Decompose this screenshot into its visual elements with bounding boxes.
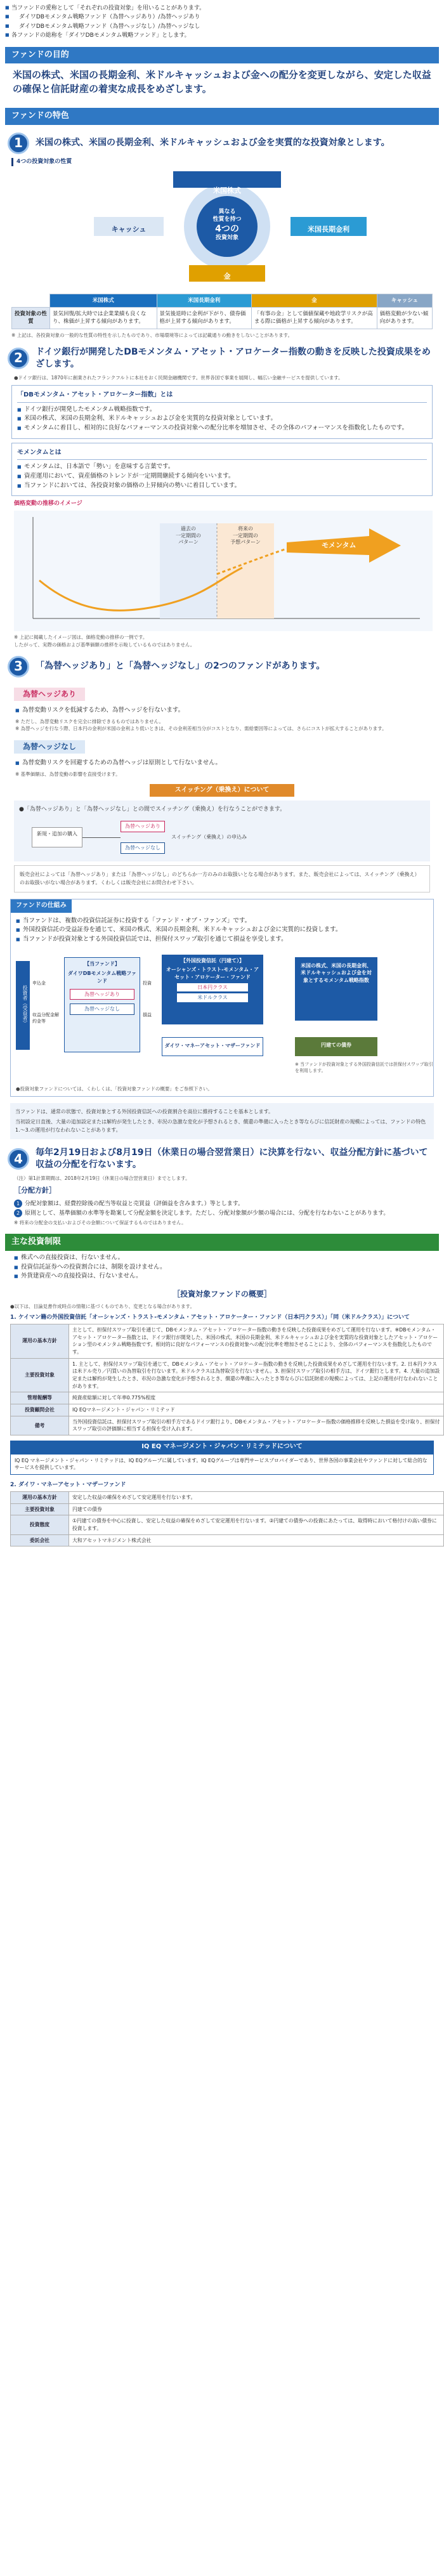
switch-bar: スイッチング（乗換え）について xyxy=(150,784,295,797)
overview-lead: ●以下は、目論見書作成時点の情報に基づくものであり、変更となる場合があります。 xyxy=(10,1303,195,1309)
momentum-box-title: モメンタムとは xyxy=(17,448,427,461)
overview-title: ［投資対象ファンドの概要］ xyxy=(173,1290,271,1299)
policy-item: 分配対象額は、経費控除後の配当等収益と売買益（評価益を含みます。）等とします。 xyxy=(25,1201,244,1208)
feature-1-header xyxy=(8,133,436,154)
outer-name: オーシャンズ・トラスト‐モメンタム・アセット・アロケーター・ファンド xyxy=(166,967,259,980)
policy-title: ［分配方針］ xyxy=(14,1186,56,1195)
cell-text: 景気後退時に金利が下がり、債券価格が上昇する傾向があります。 xyxy=(157,308,251,329)
asset-diagram-box xyxy=(11,158,433,339)
fund2-label: 投資態度 xyxy=(11,1515,69,1534)
lbl-invest: 投資 xyxy=(143,980,152,986)
feature-number: 2 xyxy=(8,348,29,369)
index-item: ■ ドイツ銀行が開発したモメンタム戦略指数です。 xyxy=(17,405,427,415)
fund1-title: 1. ケイマン籍の外国投資信託「オーシャンズ・トラスト‐モメンタム・アセット・アロケーター・ファンド（日本円クラス）」「同（米ドルクラス）」について xyxy=(10,1314,410,1321)
features-bar: ファンドの特色 xyxy=(5,108,439,125)
mother-fund-box: ダイワ・マネーアセット・マザーファンド xyxy=(162,1037,263,1056)
outer-title: 【外国投資信託（円建て）】 xyxy=(181,957,244,964)
top-note: ■ 各ファンドの総称を「ダイワDBモメンタム戦略ファンド」とします。 xyxy=(5,31,439,40)
switch-new: 新規・追加の購入 xyxy=(32,827,82,847)
future-label: 将来の 一定期間の 予想パターン xyxy=(230,526,261,546)
index-box xyxy=(11,385,433,439)
outer-fund-box xyxy=(162,955,263,1024)
policy-list: 1 分配対象額は、経費控除後の配当等収益と売買益（評価益を含みます。）等とします。 2 原則として、基準価額の水準等を勘案して分配金額を決定します。ただし、分配対象額が少額の場合には、分配を行なわないことがあります。 xyxy=(14,1200,430,1218)
switch-b: 為替ヘッジなし xyxy=(121,842,165,854)
feature-title: 「為替ヘッジあり」と「為替ヘッジなし」の2つのファンドがあります。 xyxy=(36,661,325,672)
fund1-label: 主要投資対象 xyxy=(11,1358,69,1392)
fund1-value: 1. 主として、担保付スワップ取引を通じて、DBモメンタム・アセット・アロケーター指数の動きを反映した投資成果をめざして運用を行ないます。2. 日本円クラスは米ドル売り／円買いの為替取引を行ないます。米ドルクラスは為替取引を行ないません。3. 担保付スワップ取引の相手方は、ドイツ銀行とします。4. 大量の追加設定または解約が発生したとき、市況の急激な変化が予想されるとき、償還の準備に入ったとき等ならびに信託財産の規模によっては、上記の運用が行なわれないことがあります。 xyxy=(69,1358,444,1392)
momentum-box xyxy=(11,443,433,497)
momentum-item: ■ 当ファンドにおいては、各投資対象の価格の上昇傾向の勢いに着目しています。 xyxy=(17,481,427,491)
notes-item: 当ファンドは、通常の状態で、投資対象とする外国投資信託への投資割合を高位に維持することを基本とします。 xyxy=(15,1109,274,1115)
scheme-item: ■ 当ファンドは、複数の投資信託証券に投資する「ファンド・オブ・ファンズ」です。 xyxy=(16,917,428,926)
scheme-footer-note: ●投資対象ファンドについては、くわしくは、「投資対象ファンドの概要」をご参照下さい。 xyxy=(16,1085,212,1092)
scheme-item: ■ 当ファンドが投資対象とする外国投資信託では、担保付スワップ取引を通じて損益を享受します。 xyxy=(16,935,428,945)
fund1-label: 運用の基本方針 xyxy=(11,1324,69,1358)
center-line: 異なる xyxy=(218,208,236,215)
row-label: 投資対象の性質 xyxy=(12,308,50,329)
fund2-label: 運用の基本方針 xyxy=(11,1492,69,1504)
switch-box xyxy=(14,801,430,861)
momentum-chart-box xyxy=(14,500,430,648)
lbl-apply: 申込金 xyxy=(32,980,46,986)
cell-text: 価格変動が少ない傾向があります。 xyxy=(377,308,432,329)
hedge-yes: 為替ヘッジあり xyxy=(70,989,134,1000)
chart-title: 価格変動の推移のイメージ xyxy=(14,500,82,507)
fund2-title: 2. ダイワ・マネーアセット・マザーファンド xyxy=(10,1482,126,1488)
cell-text: 「有事の金」として価値保蔵や地政学リスクが高まる際に価格が上昇する傾向があります。 xyxy=(251,308,377,329)
top-note: ■ ダイワDBモメンタム戦略ファンド（為替ヘッジあり）/為替ヘッジあり xyxy=(5,13,439,22)
fund1-value: 当外国投資信託は、担保付スワップ取引の相手方であるドイツ銀行より、DBモメンタム・アセット・アロケーター指数の価格推移を反映した損益を受け取り、担保付スワップ取引の評価額に相当する担保を受け入れます。 xyxy=(69,1416,444,1435)
notes-block xyxy=(10,1103,434,1139)
purpose-text: 米国の株式、米国の長期金利、米ドルキャッシュおよび金への配分を変更しながら、安定した収益の確保と信託財産の着実な成長をめざします。 xyxy=(13,69,431,95)
nohedge-note: ※ 基準価額は、為替変動の影響を直接受けます。 xyxy=(15,771,121,777)
col-header: 金 xyxy=(251,294,377,307)
cell-text: 景気回復/拡大時では企業業績も良くなり、株価が上昇する傾向があります。 xyxy=(50,308,157,329)
feature-number: 1 xyxy=(8,133,29,154)
col-header: 米国長期金利 xyxy=(157,294,251,307)
feature-title: 米国の株式、米国の長期金利、米ドルキャッシュおよび金を実質的な投資対象とします。 xyxy=(36,138,390,148)
feature1-note: ※ 上記は、各投資対象の一般的な性質の特性を示したものであり、市場環境等によっては記載通りの動きをしないことがあります。 xyxy=(11,332,293,338)
index-target-box: 米国の株式、米国の長期金利、米ドルキャッシュおよび金を対象とするモメンタム戦略指数 xyxy=(295,957,377,1021)
feature-title: ドイツ銀行が開発したDBモメンタム・アセット・アロケーター指数の動きを反映した投資成果をめざします。 xyxy=(36,347,431,369)
bonds-box: 円建ての債券 xyxy=(295,1037,377,1056)
fund2-value: 安定した収益の確保をめざして安定運用を行ないます。 xyxy=(69,1492,444,1504)
label-top: 米国株式 xyxy=(213,186,241,195)
top-notes xyxy=(5,4,439,41)
center-line: 性質を持つ xyxy=(212,216,242,223)
label-bottom: 金 xyxy=(223,271,231,280)
past-label: 過去の 一定期間の パターン xyxy=(176,526,201,546)
restriction-item: ■ 株式への直接投資は、行ないません。 xyxy=(14,1253,430,1263)
momentum-item: ■ モメンタムは、日本語で「勢い」を意味する言葉です。 xyxy=(17,462,427,472)
policy-note: ※ 将来の分配金の支払いおよびその金額について保証するものではありません。 xyxy=(14,1219,186,1226)
index-box-title: 「DBモメンタム・アセット・アロケーター指数」とは xyxy=(17,391,427,403)
scheme-title: ファンドの仕組み xyxy=(11,899,72,913)
restrictions-bar: 主な投資制限 xyxy=(5,1234,439,1251)
momentum-item: ■ 資産運用において、資産価格のトレンドが一定期間継続する傾向をいいます。 xyxy=(17,472,427,481)
center-label xyxy=(202,209,252,242)
lbl-profit: 損益 xyxy=(143,1012,152,1017)
fund2-table xyxy=(10,1491,444,1546)
class-usd: 米ドルクラス xyxy=(177,993,248,1002)
feature2-footnote: ●ドイツ銀行は、1870年に創業されたフランクフルトに本社をおく民間金融機関です。世界各国で事業を展開し、幅広い金融サービスを提供しています。 xyxy=(14,374,343,381)
label-left: キャッシュ xyxy=(111,225,147,233)
fund2-label: 委託会社 xyxy=(11,1534,69,1546)
hedge-note: ※ ただし、為替変動リスクを完全に排除できるものではありません。 ※ 為替ヘッジを行なう際、日本円の金利が米国の金利より低いときは、その金利差相当分がコストとなり、需給要因等によっては、さらにコストが拡大することがあります。 xyxy=(15,719,387,732)
chart-note: ※ 上記に掲載したイメージ図は、価格変動の推移の一例です。 したがって、実際の価格および基準価額の推移を示唆しているものではありません。 xyxy=(14,634,195,648)
fund-box xyxy=(64,957,140,1052)
col-header: キャッシュ xyxy=(377,294,432,307)
switch-a: 為替ヘッジあり xyxy=(121,821,165,832)
fund2-value: 大和アセットマネジメント株式会社 xyxy=(69,1534,444,1546)
hedge-tag: 為替ヘッジあり xyxy=(14,688,85,701)
top-note: ■ ダイワDBモメンタム戦略ファンド（為替ヘッジなし）/為替ヘッジなし xyxy=(5,22,439,31)
fund-box-title: 【当ファンド】 xyxy=(84,960,120,967)
hedge-no: 為替ヘッジなし xyxy=(70,1004,134,1015)
fund1-value: 主として、担保付スワップ取引を通じて、DBモメンタム・アセット・アロケーター指数の動きを反映した投資成果をめざして運用を行ないます。※DBモメンタム・アセット・アロケーター指数とは、ドイツ銀行が開発した、米国の株式、米国の長期金利、米ドルキャッシュおよび金を実質的な投資対象としたアセット・アロケーション型のモメンタム戦略指数です。相対的に良好なパフォーマンスの投資対象への配分比率を増加させることにより、全体のパフォーマンスを指数化したものです。 xyxy=(69,1324,444,1358)
top-note: ■ 当ファンドの愛称として「それぞれの投資対象」を用いることがあります。 xyxy=(5,4,439,13)
fund2-label: 主要投資対象 xyxy=(11,1503,69,1515)
feature-2-header xyxy=(8,346,436,370)
restriction-item: ■ 投資信託証券への投資割合には、制限を設けません。 xyxy=(14,1263,430,1272)
feature-title: 毎年2月19日および8月19日（休業日の場合翌営業日）に決算を行ない、収益分配方針に基づいて収益の分配を行ないます。 xyxy=(36,1147,428,1170)
iq-eq-text: IQ EQ マネージメント・ジャパン・リミテッドは、IQ EQグループに属しています。IQ EQグループは専門サービスプロバイダーであり、世界各国の事業会社やファンドに対して総合的なサービスを提供しています。 xyxy=(10,1454,434,1475)
scheme-diagram xyxy=(16,948,433,1082)
fund1-label: 管理報酬等 xyxy=(11,1392,69,1404)
fund-box-name: ダイワDBモメンタム戦略ファンド xyxy=(67,971,137,984)
policy-item: 原則として、基準価額の水準等を勘案して分配金額を決定します。ただし、分配対象額が少額の場合には、分配を行なわないことがあります。 xyxy=(25,1210,389,1217)
fund1-value: IQ EQマネージメント・ジャパン・リミテッド xyxy=(69,1404,444,1416)
diagram-title: 4つの投資対象の性質 xyxy=(11,158,433,166)
index-item: ■ 米国の株式、米国の長期金利、米ドルキャッシュおよび金を実質的な投資対象としています。 xyxy=(17,414,427,424)
switch-label: スイッチング（乗換え）の申込み xyxy=(171,834,247,840)
purpose-bar: ファンドの目的 xyxy=(5,47,439,64)
switch-lead: ●「為替ヘッジあり」と「為替ヘッジなし」との間でスイッチング（乗換え）を行なうことができます。 xyxy=(19,806,286,813)
scheme-small-note: ※ 当ファンドが投資対象とする外国投資信託では担保付スワップ取引を利用します。 xyxy=(295,1061,433,1073)
fund2-value: 円建ての債券 xyxy=(69,1503,444,1515)
index-item: ■ モメンタムに着目し、相対的に良好なパフォーマンスの投資対象への配分比率を増加させ、その全体のパフォーマンスを指数化したものです。 xyxy=(17,424,427,433)
fund1-value: 純資産総額に対して年率0.775%程度 xyxy=(69,1392,444,1404)
feature-3-header xyxy=(8,656,436,677)
investor-box: 投資者（受益者） xyxy=(16,961,30,1050)
scheme-item: ■ 外国投資信託の受益証券を通じて、米国の株式、米国の長期金利、米ドルキャッシュおよび金に実質的に投資します。 xyxy=(16,925,428,935)
fund1-table xyxy=(10,1324,444,1435)
nohedge-tag: 為替ヘッジなし xyxy=(14,740,85,754)
iq-eq-box xyxy=(10,1441,434,1475)
col-header: 米国株式 xyxy=(50,294,157,307)
lbl-return: 収益分配金解約金等 xyxy=(32,1012,59,1024)
center-line: 投資対象 xyxy=(215,235,238,242)
nohedge-item: ■ 為替変動リスクを回避するための為替ヘッジは原則として行ないません。 xyxy=(15,759,429,768)
center-line: 4つの xyxy=(215,224,239,235)
restriction-item: ■ 外貨建資産への直接投資は、行ないません。 xyxy=(14,1272,430,1281)
scheme-box xyxy=(10,899,434,1097)
feature4-note: （注）第1計算期間は、2018年2月19日（休業日の場合翌営業日）までとします。 xyxy=(14,1175,190,1181)
label-right: 米国長期金利 xyxy=(308,225,349,233)
iq-eq-band: IQ EQ マネージメント・ジャパン・リミテッドについて xyxy=(10,1441,434,1454)
fund1-label: 投資顧問会社 xyxy=(11,1404,69,1416)
notes-item: 当初設定日直後、大量の追加設定または解約が発生したとき、市況の急激な変化が予想されるとき、償還の準備に入ったとき等ならびに信託財産の規模によっては、ファンドの特色1.～3.の運用が行なわれないことがあります。 xyxy=(15,1119,426,1133)
feature-number: 3 xyxy=(8,656,29,677)
feature-4-header xyxy=(8,1147,436,1171)
fund1-label: 備考 xyxy=(11,1416,69,1435)
momentum-label: モメンタム xyxy=(322,541,356,550)
feature-number: 4 xyxy=(8,1148,29,1170)
asset-property-table xyxy=(11,294,433,329)
switch-note: 販売会社によっては「為替ヘッジあり」または「為替ヘッジなし」のどちらか一方のみのお取扱いとなる場合があります。また、販売会社によっては、スイッチング（乗換え）のお取扱いがない場合があります。くわしくは販売会社にお問合わせ下さい。 xyxy=(14,865,430,892)
fund2-value: ①円建ての債券を中心に投資し、安定した収益の確保をめざして安定運用を行ないます。②円建ての債券への投資にあたっては、取得時において格付けの高い債券に投資します。 xyxy=(69,1515,444,1534)
class-jpy: 日本円クラス xyxy=(177,983,248,992)
hedge-item: ■ 為替変動リスクを低減するため、為替ヘッジを行ないます。 xyxy=(15,706,429,716)
